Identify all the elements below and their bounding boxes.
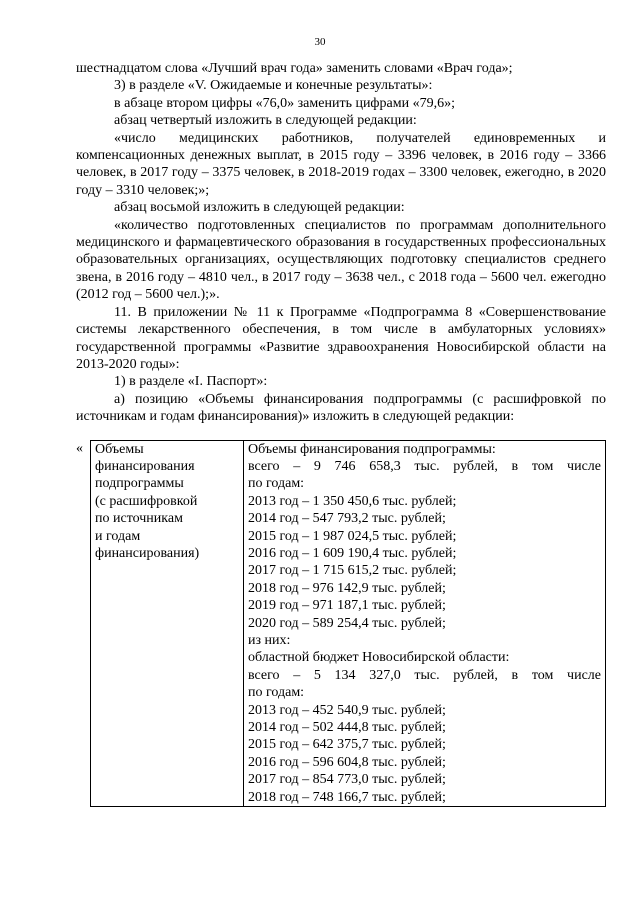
label-line: подпрограммы bbox=[95, 476, 184, 492]
spacer bbox=[76, 426, 606, 440]
label-line: (с расшифровкой bbox=[95, 493, 198, 509]
paragraph: а) позицию «Объемы финансирования подпрограммы (с расшифровкой по источникам и годам финансирования)» изложить в следующей редакции: bbox=[76, 391, 606, 425]
value-line: 2014 год – 502 444,8 тыс. рублей; bbox=[248, 720, 446, 736]
document-body bbox=[76, 60, 606, 807]
value-line: 2013 год – 452 540,9 тыс. рублей; bbox=[248, 702, 446, 718]
value-line: 2020 год – 589 254,4 тыс. рублей; bbox=[248, 615, 446, 631]
paragraph: 11. В приложении № 11 к Программе «Подпрограмма 8 «Совершенствование системы лекарственного обеспечения, в том числе в амбулаторных условиях» государственной программы «Развитие здравоохранения Новосибирской области на 2013-2020 годы»: bbox=[76, 304, 606, 372]
paragraph: абзац четвертый изложить в следующей редакции: bbox=[114, 113, 417, 129]
value-line: 2018 год – 976 142,9 тыс. рублей; bbox=[248, 580, 446, 596]
funding-values-cell bbox=[244, 440, 606, 807]
value-line: 2016 год – 1 609 190,4 тыс. рублей; bbox=[248, 545, 457, 561]
value-line: из них: bbox=[248, 633, 291, 648]
paragraph: в абзаце втором цифры «76,0» заменить цифрами «79,6»; bbox=[114, 95, 455, 111]
value-line: 2019 год – 971 187,1 тыс. рублей; bbox=[248, 598, 446, 614]
table-row bbox=[91, 440, 606, 807]
value-line: 2016 год – 596 604,8 тыс. рублей; bbox=[248, 754, 446, 770]
label-line: финансирования bbox=[95, 458, 195, 474]
label-line: по источникам bbox=[95, 511, 183, 527]
paragraph: «число медицинских работников, получателей единовременных и компенсационных денежных выплат, в 2015 году – 3396 человек, в 2016 году – 3366 человек, в 2017 году – 3375 человек, в 2018-2019 годах – 3300 человек, ежегодно, в 2020 году – 3310 человек;»; bbox=[76, 130, 606, 198]
paragraph: 1) в разделе «I. Паспорт»: bbox=[114, 374, 268, 390]
value-line: всего – 5 134 327,0 тыс. рублей, в том числе bbox=[248, 667, 601, 683]
funding-table-wrapper bbox=[76, 440, 606, 808]
page-number: 30 bbox=[314, 36, 326, 48]
label-line: финансирования) bbox=[95, 545, 200, 561]
paragraph: абзац восьмой изложить в следующей редакции: bbox=[114, 200, 405, 216]
paragraph-list bbox=[76, 60, 606, 426]
paragraph: шестнадцатом слова «Лучший врач года» заменить словами «Врач года»; bbox=[76, 61, 513, 76]
value-line: 2018 год – 748 166,7 тыс. рублей; bbox=[248, 789, 446, 805]
value-line: Объемы финансирования подпрограммы: bbox=[248, 441, 496, 457]
value-line: областной бюджет Новосибирской области: bbox=[248, 650, 510, 666]
paragraph: «количество подготовленных специалистов по программам дополнительного медицинского и фармацевтического образования в государственных профессиональных образовательных организациях, осуществляющих подготовку специалистов среднего звена, в 2016 году – 4810 чел., в 2017 году – 3638 чел., с 2018 года – 5600 чел. ежегодно (2012 год – 5600 чел.);». bbox=[76, 217, 606, 303]
value-line: 2015 год – 1 987 024,5 тыс. рублей; bbox=[248, 528, 457, 544]
funding-table bbox=[90, 440, 606, 808]
value-line: по годам: bbox=[248, 476, 305, 492]
funding-label-cell bbox=[91, 440, 244, 807]
paragraph: 3) в разделе «V. Ожидаемые и конечные результаты»: bbox=[114, 78, 433, 94]
value-line: 2014 год – 547 793,2 тыс. рублей; bbox=[248, 511, 446, 527]
value-line: 2013 год – 1 350 450,6 тыс. рублей; bbox=[248, 493, 457, 509]
label-line: и годам bbox=[95, 528, 141, 544]
value-line: всего – 9 746 658,3 тыс. рублей, в том числе bbox=[248, 458, 601, 474]
value-line: 2017 год – 1 715 615,2 тыс. рублей; bbox=[248, 563, 457, 579]
label-line: Объемы bbox=[95, 441, 144, 457]
value-line: 2015 год – 642 375,7 тыс. рублей; bbox=[248, 737, 446, 753]
value-line: по годам: bbox=[248, 685, 305, 701]
value-line: 2017 год – 854 773,0 тыс. рублей; bbox=[248, 772, 446, 788]
open-quote-mark: « bbox=[76, 440, 83, 456]
